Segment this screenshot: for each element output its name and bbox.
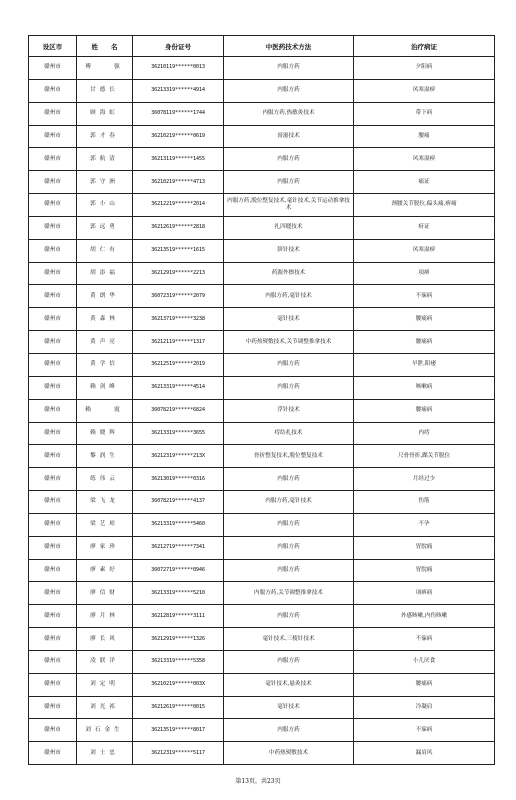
cell-id-number: 36213719******3238 xyxy=(133,308,224,331)
cell-district: 赣州市 xyxy=(29,79,77,102)
cell-tcm-method: 痔结扎技术 xyxy=(224,422,354,445)
cell-name: 郭航清 xyxy=(77,148,133,171)
cell-name: 廖家珍 xyxy=(77,536,133,559)
cell-treated-condition: 腰痛病 xyxy=(354,308,495,331)
table-row xyxy=(29,57,495,80)
cell-treated-condition: 外感咳嗽,内伤咳嗽 xyxy=(354,605,495,628)
cell-treated-condition: 冷凝肩 xyxy=(354,696,495,719)
cell-name: 黄森林 xyxy=(77,308,133,331)
cell-treated-condition: 项痹病 xyxy=(354,582,495,605)
cell-treated-condition: 月经过少 xyxy=(354,468,495,491)
table-row xyxy=(29,696,495,719)
cell-treated-condition: 疳证 xyxy=(354,216,495,239)
cell-name: 黄声亮 xyxy=(77,331,133,354)
cell-tcm-method: 中药热熨敷技术,关节调整推拿技术 xyxy=(224,331,354,354)
cell-id-number: 36213519******1615 xyxy=(133,239,224,262)
cell-treated-condition: 项痹 xyxy=(354,262,495,285)
table-row xyxy=(29,582,495,605)
cell-tcm-method: 内服方药 xyxy=(224,513,354,536)
cell-name: 刘士忠 xyxy=(77,742,133,765)
cell-id-number: 36072719******0946 xyxy=(133,559,224,582)
table-row xyxy=(29,673,495,696)
cell-treated-condition: 腰痛病 xyxy=(354,673,495,696)
cell-district: 赣州市 xyxy=(29,742,77,765)
cell-tcm-method: 内服方药,毫针技术 xyxy=(224,491,354,514)
record-table-container xyxy=(28,35,494,765)
cell-district: 赣州市 xyxy=(29,650,77,673)
header-name: 姓 名 xyxy=(77,36,133,57)
cell-tcm-method: 毫针技术 xyxy=(224,696,354,719)
cell-name: 赖剑峰 xyxy=(77,376,133,399)
cell-name: 郭守洲 xyxy=(77,171,133,194)
cell-name: 黎润生 xyxy=(77,445,133,468)
cell-id-number: 36210219******003X xyxy=(133,673,224,696)
cell-name: 甘德长 xyxy=(77,79,133,102)
cell-tcm-method: 内服方药 xyxy=(224,171,354,194)
cell-id-number: 36213319******3655 xyxy=(133,422,224,445)
cell-treated-condition: 胃脘痛 xyxy=(354,536,495,559)
cell-id-number: 36210119******0013 xyxy=(133,57,224,80)
cell-tcm-method: 内服方药 xyxy=(224,353,354,376)
cell-tcm-method: 内服方药,脱位整复技术,毫针技术,关节运动推拿技术 xyxy=(224,194,354,217)
cell-id-number: 36212319******213X xyxy=(133,445,224,468)
cell-id-number: 36212919******1326 xyxy=(133,628,224,651)
cell-id-number: 36078219******6824 xyxy=(133,399,224,422)
cell-tcm-method: 内服方药 xyxy=(224,719,354,742)
table-row xyxy=(29,468,495,491)
cell-name: 郭远勇 xyxy=(77,216,133,239)
cell-id-number: 36078219******4137 xyxy=(133,491,224,514)
cell-tcm-method: 内服方药 xyxy=(224,468,354,491)
page-footer: 第13页，共23页 xyxy=(235,778,281,785)
cell-tcm-method: 内服方药 xyxy=(224,148,354,171)
cell-treated-condition: 风寒湿痹 xyxy=(354,148,495,171)
table-row xyxy=(29,513,495,536)
cell-district: 赣州市 xyxy=(29,376,77,399)
cell-treated-condition: 漏肩风 xyxy=(354,742,495,765)
table-row xyxy=(29,742,495,765)
header-id-number: 身份证号 xyxy=(133,36,224,57)
cell-name: 刘定明 xyxy=(77,673,133,696)
cell-district: 赣州市 xyxy=(29,216,77,239)
cell-name: 刘石金生 xyxy=(77,719,133,742)
cell-tcm-method: 扎四缝技术 xyxy=(224,216,354,239)
cell-id-number: 36212919******2213 xyxy=(133,262,224,285)
header-treated-condition: 治疗病证 xyxy=(354,36,495,57)
cell-district: 赣州市 xyxy=(29,57,77,80)
table-row xyxy=(29,262,495,285)
cell-id-number: 36210219******4713 xyxy=(133,171,224,194)
cell-name: 刘光祁 xyxy=(77,696,133,719)
cell-district: 赣州市 xyxy=(29,331,77,354)
cell-tcm-method: 骨折整复技术,脱位整复技术 xyxy=(224,445,354,468)
cell-tcm-method: 毫针技术,三棱针技术 xyxy=(224,628,354,651)
cell-tcm-method: 内服方药 xyxy=(224,57,354,80)
cell-district: 赣州市 xyxy=(29,399,77,422)
cell-district: 赣州市 xyxy=(29,308,77,331)
cell-tcm-method: 内服方药 xyxy=(224,536,354,559)
cell-name: 郭才春 xyxy=(77,125,133,148)
cell-id-number: 36213119******1455 xyxy=(133,148,224,171)
cell-tcm-method: 浮针技术 xyxy=(224,399,354,422)
cell-district: 赣州市 xyxy=(29,582,77,605)
cell-id-number: 36210219******0619 xyxy=(133,125,224,148)
cell-tcm-method: 内服方药 xyxy=(224,605,354,628)
cell-treated-condition: 风寒湿痹 xyxy=(354,239,495,262)
table-row xyxy=(29,148,495,171)
cell-tcm-method: 内服方药 xyxy=(224,376,354,399)
cell-district: 赣州市 xyxy=(29,719,77,742)
record-table xyxy=(28,35,495,765)
cell-id-number: 36212219******2014 xyxy=(133,194,224,217)
cell-district: 赣州市 xyxy=(29,148,77,171)
cell-name: 廖月林 xyxy=(77,605,133,628)
cell-treated-condition: 胃脘痛 xyxy=(354,559,495,582)
cell-id-number: 36078119******1744 xyxy=(133,102,224,125)
cell-tcm-method: 毫针技术,悬灸技术 xyxy=(224,673,354,696)
cell-id-number: 36213019******0316 xyxy=(133,468,224,491)
table-row xyxy=(29,308,495,331)
cell-district: 赣州市 xyxy=(29,628,77,651)
cell-district: 赣州市 xyxy=(29,445,77,468)
cell-district: 赣州市 xyxy=(29,605,77,628)
cell-treated-condition: 不寐病 xyxy=(354,628,495,651)
cell-district: 赣州市 xyxy=(29,491,77,514)
cell-name: 梁飞龙 xyxy=(77,491,133,514)
cell-district: 赣州市 xyxy=(29,468,77,491)
cell-tcm-method: 毫针技术 xyxy=(224,308,354,331)
cell-district: 赣州市 xyxy=(29,239,77,262)
cell-id-number: 36213319******4914 xyxy=(133,79,224,102)
cell-id-number: 36213319******5460 xyxy=(133,513,224,536)
cell-name: 赖 霞 xyxy=(77,399,133,422)
cell-name: 顾海虹 xyxy=(77,102,133,125)
cell-district: 赣州市 xyxy=(29,285,77,308)
cell-treated-condition: 痛证 xyxy=(354,171,495,194)
cell-tcm-method: 内服方药 xyxy=(224,79,354,102)
cell-treated-condition: 伤筋 xyxy=(354,491,495,514)
cell-treated-condition: 风寒湿痹 xyxy=(354,79,495,102)
cell-id-number: 36212319******5117 xyxy=(133,742,224,765)
table-row xyxy=(29,102,495,125)
cell-id-number: 36072319******2079 xyxy=(133,285,224,308)
cell-treated-condition: 不寐病 xyxy=(354,719,495,742)
table-header-row xyxy=(29,36,495,57)
cell-district: 赣州市 xyxy=(29,262,77,285)
cell-name: 胡仁有 xyxy=(77,239,133,262)
cell-treated-condition: 尺骨骨折,踝关节脱位 xyxy=(354,445,495,468)
cell-tcm-method: 内服方药,关节调整推拿技术 xyxy=(224,582,354,605)
cell-district: 赣州市 xyxy=(29,125,77,148)
cell-tcm-method: 脐针技术 xyxy=(224,239,354,262)
table-row xyxy=(29,194,495,217)
cell-id-number: 36212619******0015 xyxy=(133,696,224,719)
cell-name: 黄学信 xyxy=(77,353,133,376)
cell-district: 赣州市 xyxy=(29,696,77,719)
cell-district: 赣州市 xyxy=(29,171,77,194)
table-row xyxy=(29,376,495,399)
table-row xyxy=(29,331,495,354)
cell-treated-condition: 内痔 xyxy=(354,422,495,445)
cell-tcm-method: 内服方药 xyxy=(224,559,354,582)
table-row xyxy=(29,536,495,559)
table-row xyxy=(29,445,495,468)
cell-id-number: 36212619******2818 xyxy=(133,216,224,239)
table-row xyxy=(29,239,495,262)
table-row xyxy=(29,216,495,239)
cell-treated-condition: 腰痛 xyxy=(354,125,495,148)
cell-district: 赣州市 xyxy=(29,559,77,582)
cell-district: 赣州市 xyxy=(29,353,77,376)
cell-id-number: 36212519******2019 xyxy=(133,353,224,376)
cell-id-number: 36213519******8017 xyxy=(133,719,224,742)
cell-name: 廖素好 xyxy=(77,559,133,582)
cell-district: 赣州市 xyxy=(29,194,77,217)
cell-treated-condition: 颈腰关节脱位,偏头痛,痹痛 xyxy=(354,194,495,217)
cell-name: 凌联洋 xyxy=(77,650,133,673)
cell-tcm-method: 药源外擦技术 xyxy=(224,262,354,285)
table-row xyxy=(29,125,495,148)
cell-id-number: 36213319******5210 xyxy=(133,582,224,605)
cell-district: 赣州市 xyxy=(29,422,77,445)
cell-name: 廖信财 xyxy=(77,582,133,605)
cell-id-number: 36213319******5358 xyxy=(133,650,224,673)
table-row xyxy=(29,628,495,651)
table-row xyxy=(29,171,495,194)
table-row xyxy=(29,559,495,582)
cell-treated-condition: 带下病 xyxy=(354,102,495,125)
cell-treated-condition: 腰痛病 xyxy=(354,399,495,422)
cell-tcm-method: 中药热熨敷技术 xyxy=(224,742,354,765)
table-row xyxy=(29,650,495,673)
cell-treated-condition: 不寐病 xyxy=(354,285,495,308)
cell-treated-condition: 早泄,阳痿 xyxy=(354,353,495,376)
table-row xyxy=(29,353,495,376)
cell-id-number: 36212719******7341 xyxy=(133,536,224,559)
cell-id-number: 36212819******3111 xyxy=(133,605,224,628)
cell-name: 梁艺琼 xyxy=(77,513,133,536)
header-district: 设区市 xyxy=(29,36,77,57)
cell-name: 练伟云 xyxy=(77,468,133,491)
cell-tcm-method: 内服方药 xyxy=(224,650,354,673)
table-row xyxy=(29,719,495,742)
cell-district: 赣州市 xyxy=(29,513,77,536)
table-body xyxy=(29,57,495,765)
cell-district: 赣州市 xyxy=(29,536,77,559)
cell-id-number: 36213319******4514 xyxy=(133,376,224,399)
cell-name: 廖长风 xyxy=(77,628,133,651)
table-row xyxy=(29,399,495,422)
cell-treated-condition: 小儿厌食 xyxy=(354,650,495,673)
cell-tcm-method: 内服方药,毫针技术 xyxy=(224,285,354,308)
table-row xyxy=(29,79,495,102)
cell-treated-condition: 夕阳病 xyxy=(354,57,495,80)
cell-id-number: 36212119******1317 xyxy=(133,331,224,354)
table-row xyxy=(29,605,495,628)
cell-treated-condition: 腰痛病 xyxy=(354,331,495,354)
cell-name: 郭小山 xyxy=(77,194,133,217)
cell-treated-condition: 不孕 xyxy=(354,513,495,536)
cell-name: 胡添福 xyxy=(77,262,133,285)
cell-tcm-method: 膏滋技术 xyxy=(224,125,354,148)
table-row xyxy=(29,491,495,514)
header-tcm-method: 中医药技术方法 xyxy=(224,36,354,57)
cell-district: 赣州市 xyxy=(29,102,77,125)
cell-tcm-method: 内服方药,热敏灸技术 xyxy=(224,102,354,125)
cell-name: 赖晓辉 xyxy=(77,422,133,445)
cell-name: 黄朗华 xyxy=(77,285,133,308)
cell-district: 赣州市 xyxy=(29,673,77,696)
table-row xyxy=(29,285,495,308)
cell-name: 傅 强 xyxy=(77,57,133,80)
table-row xyxy=(29,422,495,445)
cell-treated-condition: 咳嗽病 xyxy=(354,376,495,399)
